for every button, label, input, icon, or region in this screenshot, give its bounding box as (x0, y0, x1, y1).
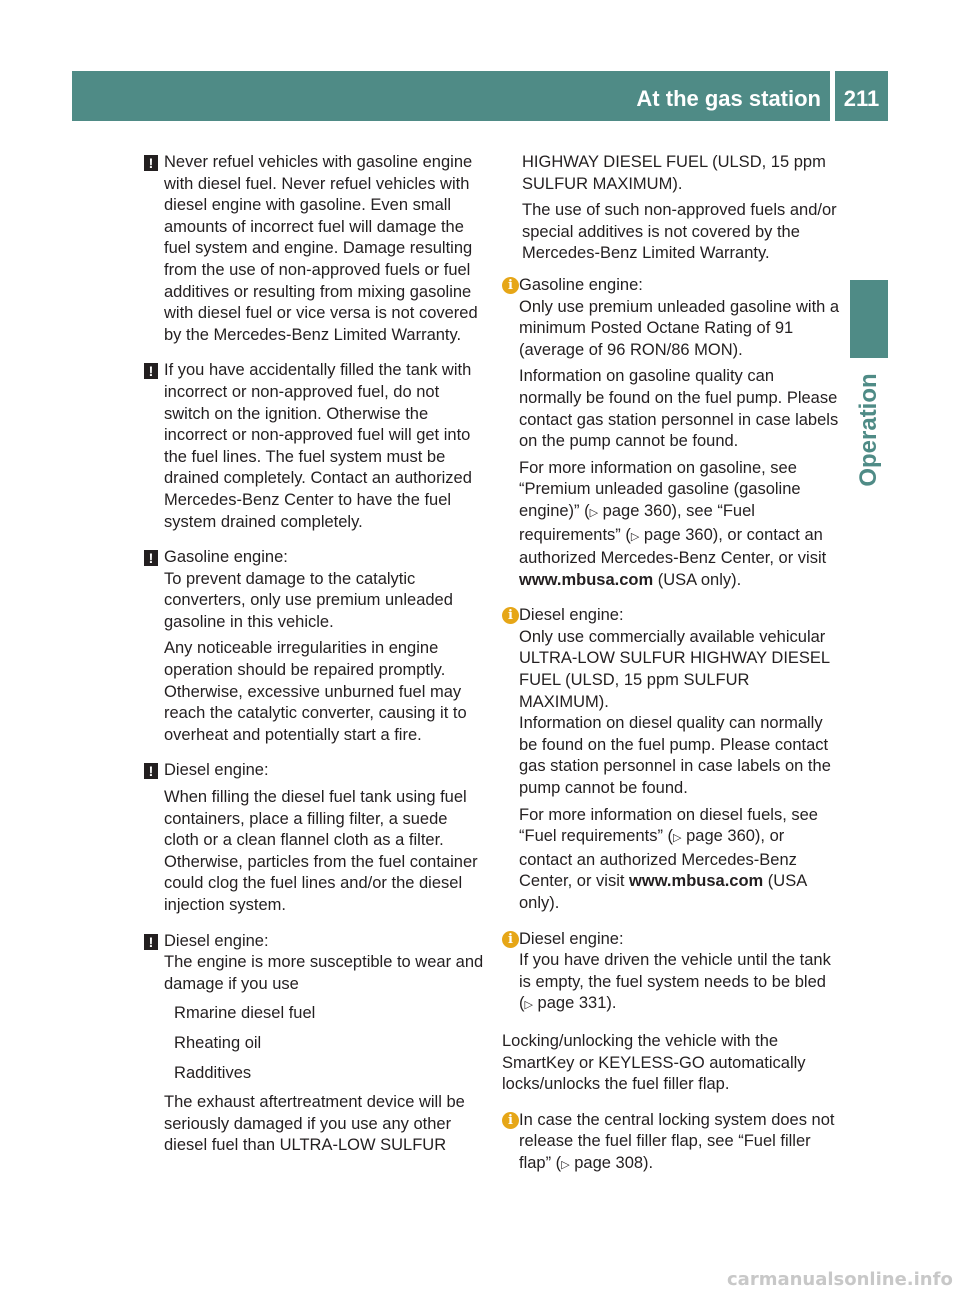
side-tab-label: Operation (855, 373, 882, 487)
page-ref-icon: ▷ (524, 999, 533, 1012)
warning-text: The engine is more susceptible to wear and damage if you use (164, 953, 484, 993)
warning-icon: ! (144, 155, 158, 171)
body-text: Locking/unlocking the vehicle with the SmartKey or KEYLESS-GO automatically locks/unlocks the fuel filler flap. (502, 1031, 806, 1094)
list-item: Rmarine diesel fuel (164, 1003, 484, 1025)
info-text: Information on diesel quality can normally be found on the fuel pump. Please contact gas station personnel in case labels on the pump cannot be found. (519, 714, 831, 798)
info-title: Diesel engine: (519, 929, 624, 948)
warning-text: To prevent damage to the catalytic converters, only use premium unleaded gasoline in this vehicle. (164, 569, 453, 631)
info-text: In case the central locking system does not release the fuel filler flap, see “Fuel filler flap” (▷ page 308). (519, 1110, 835, 1172)
warning-title: Diesel engine: (164, 761, 269, 780)
right-column (502, 152, 840, 1191)
info-text: If you have driven the vehicle until the tank is empty, the fuel system needs to be bled (▷ page 331). (519, 951, 831, 1013)
list-item: Rheating oil (164, 1033, 484, 1055)
warning-block (144, 931, 484, 1157)
warning-text: If you have accidentally filled the tank with incorrect or non-approved fuel, do not switch on the ignition. Otherwise the incorrect or non-approved fuel will get into the fuel lines. The fuel system must be drained completely. Contact an authorized Mercedes-Benz Center to have the fuel system drained completely. (164, 361, 472, 531)
info-text: For more information on diesel fuels, see “Fuel requirements” (▷ page 360), or contact an authorized Mercedes-Benz Center, or visit www.mbusa.com (USA only). (519, 805, 818, 912)
warning-title: Diesel engine: (164, 931, 269, 950)
section-title: At the gas station (636, 86, 821, 111)
warning-continuation (502, 152, 840, 265)
warning-block (144, 547, 484, 746)
warning-text: The exhaust aftertreatment device will be seriously damaged if you use any other diesel fuel than ULTRA-LOW SULFUR (164, 1093, 465, 1155)
warning-text: Never refuel vehicles with gasoline engine with diesel fuel. Never refuel vehicles with diesel engine with gasoline. Even small amounts of incorrect fuel will damage the fuel system and engine. Damage resulting from the use of non-approved fuels or fuel additives or resulting from mixing gasoline with diesel fuel or vice versa is not covered by the Mercedes-Benz Limited Warranty. (164, 153, 478, 344)
info-icon: i (502, 607, 519, 624)
warning-icon: ! (144, 763, 158, 779)
left-column (144, 152, 484, 1171)
info-text: Only use commercially available vehicular ULTRA-LOW SULFUR HIGHWAY DIESEL FUEL (ULSD, 15 ppm SULFUR MAXIMUM). (519, 627, 830, 711)
website-link[interactable]: www.mbusa.com (629, 872, 764, 891)
warning-icon: ! (144, 934, 158, 950)
warning-text: HIGHWAY DIESEL FUEL (ULSD, 15 ppm SULFUR MAXIMUM). (522, 153, 826, 193)
bullet-icon: R (174, 1063, 186, 1082)
warning-icon: ! (144, 550, 158, 566)
info-title: Gasoline engine: (519, 275, 643, 294)
info-title: Diesel engine: (519, 606, 624, 625)
side-tab (850, 280, 888, 358)
info-block (502, 605, 840, 914)
watermark: carmanualsonline.info (727, 1269, 953, 1290)
info-icon: i (502, 931, 519, 948)
info-text: Only use premium unleaded gasoline with a minimum Posted Octane Rating of 91 (average of 96 RON/86 MON). (519, 297, 840, 359)
info-block (502, 929, 840, 1017)
page-ref-icon: ▷ (589, 506, 599, 519)
bullet-icon: R (174, 1033, 186, 1052)
info-icon: i (502, 1112, 519, 1129)
info-text: Information on gasoline quality can normally be found on the fuel pump. Please contact gas station personnel in case labels on the pump cannot be found. (519, 367, 839, 451)
info-icon: i (502, 277, 519, 294)
info-block (502, 275, 840, 591)
warning-icon: ! (144, 363, 158, 379)
info-text: For more information on gasoline, see “Premium unleaded gasoline (gasoline engine)” (▷ page 360), see “Fuel requirements” (▷ page 360), or contact an authorized Mercedes-Benz Center, or visit www.mbusa.com (USA only). (519, 458, 827, 589)
website-link[interactable]: www.mbusa.com (519, 570, 654, 589)
page-ref-icon: ▷ (630, 530, 640, 543)
warning-block (144, 360, 484, 533)
warning-block (144, 760, 484, 916)
warning-text: Any noticeable irregularities in engine operation should be repaired promptly. Otherwise, excessive unburned fuel may reach the catalytic converter, causing it to overheat and potentially start a fire. (164, 639, 467, 744)
list-item: Radditives (164, 1063, 484, 1085)
page-ref-icon: ▷ (673, 832, 682, 845)
bullet-icon: R (174, 1004, 186, 1023)
warning-block (144, 152, 484, 346)
page-number: 211 (843, 86, 880, 111)
info-block (502, 1110, 840, 1177)
warning-text: When filling the diesel fuel tank using fuel containers, place a filling filter, a suede cloth or a clean flannel cloth as a filter. Otherwise, particles from the fuel container could clog the fuel lines and/or the diesel injection system. (164, 788, 478, 914)
page-ref-icon: ▷ (561, 1158, 570, 1171)
warning-title: Gasoline engine: (164, 548, 288, 567)
warning-text: The use of such non-approved fuels and/or special additives is not covered by the Mercedes-Benz Limited Warranty. (522, 201, 837, 263)
